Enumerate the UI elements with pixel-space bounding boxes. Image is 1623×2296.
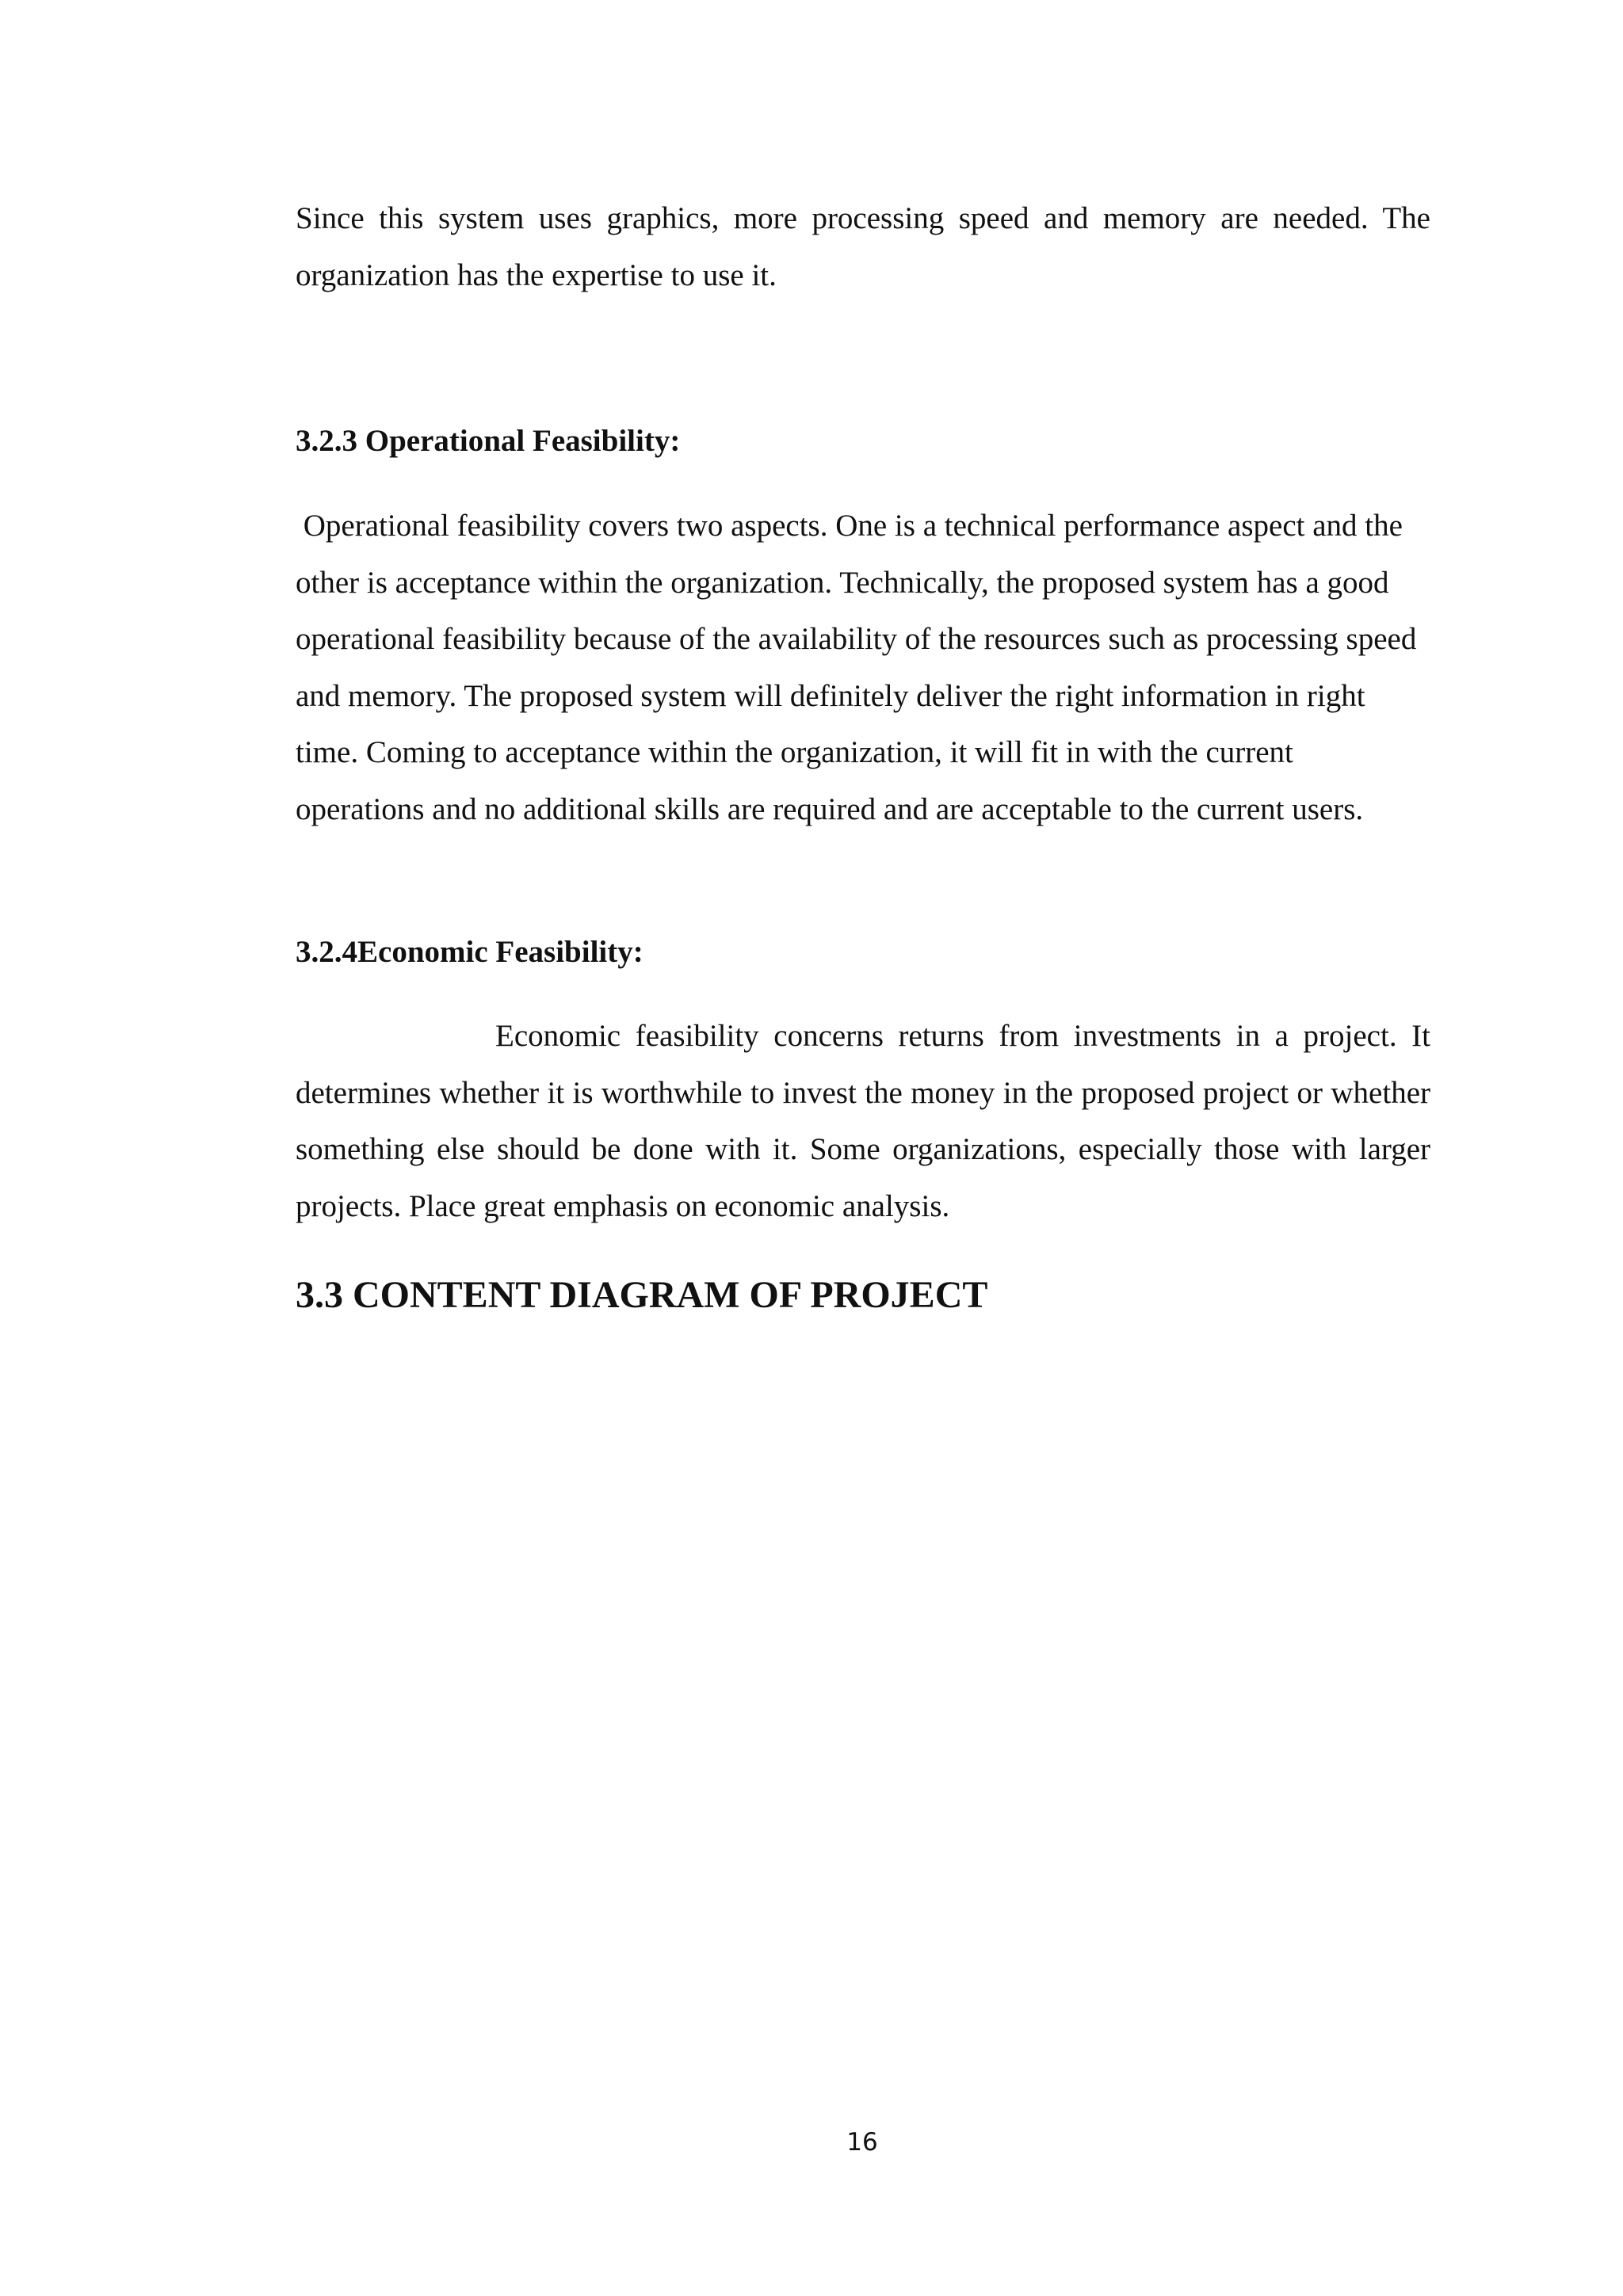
- content-diagram-heading: 3.3 CONTENT DIAGRAM OF PROJECT: [296, 1274, 988, 1316]
- economic-feasibility-paragraph: Economic feasibility concerns returns from investments in a project. It determines whether it is worthwhile to invest the money in the proposed project or whether something else should be done with it. Some organizations, especially those with larger projects. Place great emphasis on economic analysis.: [296, 1019, 1430, 1223]
- operational-feasibility-paragraph: Operational feasibility covers two aspects. One is a technical performance aspect and the other is acceptance within the organization. Technically, the proposed system has a good operational feasibility because of the availability of the resources such as processing speed and memory. The proposed system will definitely deliver the right information in right time. Coming to acceptance within the organization, it will fit in with the current operations and no additional skills are required and are acceptable to the current users.: [296, 509, 1425, 826]
- intro-paragraph: Since this system uses graphics, more processing speed and memory are needed. The organization has the expertise to use it.: [296, 201, 1430, 292]
- economic-feasibility-heading: 3.2.4Economic Feasibility:: [296, 935, 643, 969]
- page-number: 16: [846, 2128, 878, 2157]
- operational-feasibility-heading: 3.2.3 Operational Feasibility:: [296, 424, 681, 458]
